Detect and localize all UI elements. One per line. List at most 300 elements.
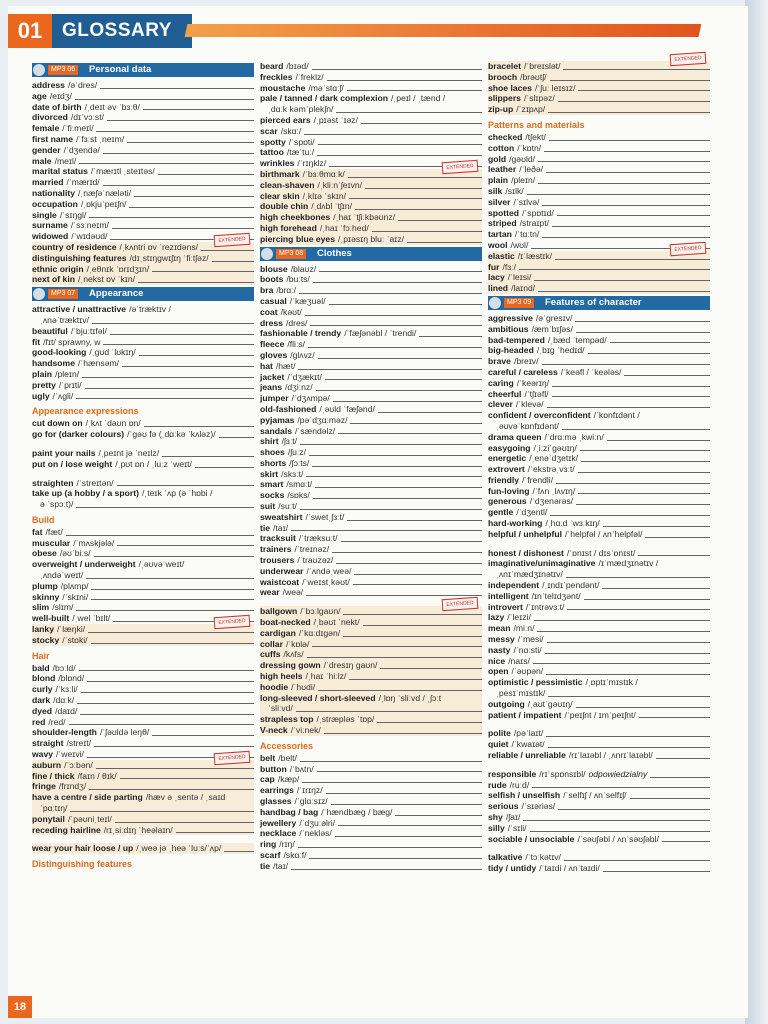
translation-line[interactable]: [650, 776, 710, 778]
cd-icon: [33, 64, 45, 76]
translation-line[interactable]: [547, 406, 710, 408]
translation-line[interactable]: [143, 108, 254, 110]
translation-line[interactable]: [94, 745, 254, 747]
entry-word: tartan: [488, 229, 512, 240]
translation-line[interactable]: [305, 314, 482, 316]
translation-line[interactable]: [310, 324, 482, 326]
translation-line[interactable]: [134, 195, 254, 197]
translation-line[interactable]: [365, 187, 482, 189]
translation-line[interactable]: [545, 652, 710, 654]
translation-line[interactable]: [291, 529, 482, 531]
translation-line[interactable]: [144, 425, 254, 427]
entry-word: moustache: [260, 82, 306, 93]
translation-line[interactable]: [419, 335, 482, 337]
entry-word: cap: [260, 774, 275, 785]
translation-line[interactable]: [331, 803, 482, 805]
translation-line[interactable]: [82, 376, 254, 378]
entry-pronunciation: /taɪ/: [273, 522, 289, 533]
glossary-entry: [32, 478, 254, 489]
translation-line[interactable]: [578, 492, 710, 494]
glossary-entry: [32, 156, 254, 167]
translation-line[interactable]: [103, 184, 254, 186]
translation-line[interactable]: [380, 667, 482, 669]
translation-line[interactable]: [534, 619, 710, 621]
mp3-track-badge[interactable]: MP3 06: [48, 65, 78, 75]
translation-line[interactable]: [333, 400, 482, 402]
translation-line[interactable]: [588, 352, 710, 354]
translation-line[interactable]: [538, 160, 710, 162]
glossary-entry: [488, 283, 710, 294]
translation-line[interactable]: [538, 182, 710, 184]
translation-line[interactable]: [307, 656, 482, 658]
translation-line[interactable]: [395, 814, 482, 816]
glossary-entry: [260, 93, 482, 104]
translation-line[interactable]: [338, 432, 482, 434]
translation-line[interactable]: [398, 219, 482, 221]
translation-line[interactable]: [546, 673, 710, 675]
translation-line[interactable]: [534, 279, 710, 281]
entry-word: shoes: [260, 447, 285, 458]
glossary-entry: [488, 780, 710, 791]
translation-line[interactable]: [312, 645, 482, 647]
translation-line[interactable]: [567, 608, 710, 610]
entry-word: rude: [488, 779, 507, 790]
section-title: Appearance: [89, 288, 144, 300]
translation-line[interactable]: [219, 436, 254, 438]
translation-line[interactable]: [299, 292, 482, 294]
translation-line[interactable]: [578, 89, 710, 91]
translation-line[interactable]: [224, 850, 254, 852]
translation-line[interactable]: [88, 631, 254, 633]
entry-pronunciation: /ˈbjuːtɪfəl/: [70, 325, 107, 336]
translation-line[interactable]: [312, 465, 482, 467]
entry-word: silly: [488, 822, 505, 833]
entry-pronunciation: /ˌaʊtˈgəʊɪŋ/: [527, 698, 573, 709]
entry-continuation: [32, 570, 254, 581]
translation-line[interactable]: [87, 680, 254, 682]
entry-pronunciation: /fliːs/: [287, 339, 306, 350]
translation-line[interactable]: [547, 641, 710, 643]
translation-line[interactable]: [624, 374, 710, 376]
translation-line[interactable]: [555, 258, 710, 260]
translation-line[interactable]: [548, 111, 710, 113]
translation-line[interactable]: [332, 551, 482, 553]
entry-pronunciation: /ˌdʌbl ˈtʃɪn/: [311, 201, 353, 212]
translation-line[interactable]: [80, 713, 254, 715]
translation-line[interactable]: [103, 152, 254, 154]
entry-word: hoodie: [260, 681, 289, 692]
entry-pronunciation: /meɪl/: [54, 155, 77, 166]
translation-line[interactable]: [530, 830, 710, 832]
translation-line[interactable]: [350, 422, 482, 424]
translation-line[interactable]: [86, 570, 254, 579]
glossary-entry: [32, 706, 254, 717]
entry-word: male: [32, 155, 52, 166]
entry-pronunciation: /ˈtʃɪəfl/: [524, 388, 549, 399]
translation-line[interactable]: [122, 365, 254, 367]
translation-line[interactable]: [662, 840, 710, 842]
translation-line[interactable]: [656, 757, 710, 759]
translation-line[interactable]: [298, 368, 482, 370]
translation-line[interactable]: [94, 555, 254, 557]
glossary-entry: [32, 684, 254, 695]
translation-line[interactable]: [127, 141, 254, 143]
translation-line[interactable]: [602, 587, 710, 589]
translation-line[interactable]: [318, 689, 482, 691]
translation-line[interactable]: [538, 290, 710, 292]
entry-word: open: [488, 666, 509, 677]
translation-line[interactable]: [66, 534, 254, 536]
translation-line[interactable]: [76, 609, 254, 611]
translation-line[interactable]: [298, 846, 482, 848]
translation-line[interactable]: [566, 569, 710, 578]
translation-line[interactable]: [327, 79, 482, 81]
entry-pronunciation: /ˈpəʊniˌteɪl/: [67, 813, 112, 824]
translation-line[interactable]: [302, 781, 482, 783]
entry-word: dyed: [32, 705, 53, 716]
translation-line[interactable]: [201, 249, 254, 251]
translation-line[interactable]: [152, 270, 254, 272]
translation-line[interactable]: [195, 466, 254, 468]
entry-word: earrings: [260, 785, 294, 796]
translation-line[interactable]: [85, 387, 254, 389]
entry-pronunciation: /ˈdʒʌmpə/: [291, 393, 330, 404]
translation-line[interactable]: [347, 519, 482, 521]
glossary-entry: [260, 234, 482, 245]
translation-line[interactable]: [581, 460, 710, 462]
entry-word: address: [32, 80, 65, 90]
translation-line[interactable]: [317, 154, 482, 156]
entry-word: skirt: [260, 468, 279, 479]
translation-line[interactable]: [92, 315, 254, 324]
translation-line[interactable]: [361, 122, 482, 124]
translation-line[interactable]: [542, 204, 710, 206]
translation-line[interactable]: [291, 868, 482, 870]
translation-line[interactable]: [549, 139, 710, 141]
entry-pronunciation: /skɑː/: [280, 125, 302, 136]
mp3-track-badge[interactable]: MP3 09: [504, 298, 534, 308]
translation-line[interactable]: [212, 260, 254, 262]
translation-line[interactable]: [546, 735, 710, 737]
entry-word: fine / thick: [32, 770, 75, 781]
entry-word: dark: [32, 695, 51, 706]
translation-line[interactable]: [316, 389, 482, 391]
entry-pronunciation: /ˈkæʒuəl/: [289, 295, 326, 306]
translation-line[interactable]: [300, 443, 482, 445]
entry-word: silk: [488, 185, 503, 196]
translation-line[interactable]: [70, 810, 254, 812]
translation-line[interactable]: [158, 173, 254, 175]
translation-line[interactable]: [645, 536, 710, 538]
translation-line[interactable]: [306, 594, 482, 596]
translation-line[interactable]: [309, 857, 482, 859]
translation-line[interactable]: [76, 499, 254, 508]
translation-line[interactable]: [353, 583, 482, 585]
translation-line[interactable]: [89, 788, 254, 790]
translation-line[interactable]: [335, 835, 482, 837]
translation-line[interactable]: [603, 870, 710, 872]
translation-line[interactable]: [306, 475, 482, 477]
translation-line[interactable]: [378, 411, 482, 413]
entry-pronunciation: /ˌnæʃəˈnæləti/: [77, 187, 131, 198]
translation-line[interactable]: [296, 710, 482, 712]
translation-line[interactable]: [562, 421, 710, 430]
column-1: [32, 61, 254, 871]
translation-line[interactable]: [576, 503, 710, 505]
entry-pronunciation: /ˈweɪvi/: [56, 749, 84, 760]
mp3-track-badge[interactable]: MP3 08: [276, 249, 306, 259]
entry-word: underwear: [260, 565, 304, 576]
entry-pronunciation: /ˈkeərɪŋ/: [516, 377, 549, 388]
glossary-entry: [260, 436, 482, 447]
glossary-entry: [488, 612, 710, 623]
entry-pronunciation: /hæt/: [275, 360, 296, 371]
translation-line[interactable]: [552, 385, 710, 387]
translation-line[interactable]: [69, 723, 254, 725]
translation-line[interactable]: [523, 819, 710, 821]
entry-pronunciation: /ˈbɜːθmɑːk/: [302, 168, 345, 179]
glossary-entry: [488, 324, 710, 335]
translation-line[interactable]: [558, 808, 710, 810]
glossary-entry: [488, 666, 710, 677]
translation-line[interactable]: [129, 206, 254, 208]
translation-line[interactable]: [533, 662, 710, 664]
entry-pronunciation: /ˈdʒuːəlri/: [299, 817, 336, 828]
subsection-title: Patterns and materials: [488, 119, 585, 130]
translation-line[interactable]: [575, 320, 710, 322]
translation-line[interactable]: [343, 613, 482, 615]
glossary-entry: [32, 304, 254, 315]
glossary-entry: [488, 443, 710, 454]
entry-word: shorts: [260, 457, 287, 468]
translation-line[interactable]: [557, 214, 710, 216]
translation-line[interactable]: [91, 588, 254, 590]
translation-line[interactable]: [75, 98, 254, 100]
entry-pronunciation: /ˈklevə/: [515, 399, 544, 410]
entry-pronunciation: /ˌəʊld ˈfæʃənd/: [319, 403, 375, 414]
entry-pronunciation: /ˈʌgli/: [52, 390, 74, 401]
translation-line[interactable]: [563, 68, 710, 70]
translation-line[interactable]: [580, 449, 710, 451]
translation-line[interactable]: [176, 831, 254, 833]
translation-line[interactable]: [610, 341, 710, 343]
translation-line[interactable]: [372, 230, 482, 232]
entry-pronunciation: /streɪt/: [66, 738, 92, 749]
translation-line[interactable]: [304, 133, 482, 135]
entry-word: clean-shaven: [260, 179, 315, 190]
entry-pronunciation-cont: ˌʌnɪˈmædʒɪnətɪv/: [496, 569, 563, 580]
translation-line[interactable]: [79, 669, 254, 671]
entry-pronunciation: /ˈmærɪd/: [66, 177, 100, 188]
translation-line[interactable]: [584, 598, 710, 600]
translation-line[interactable]: [338, 824, 482, 826]
entry-word: dress: [260, 317, 283, 328]
entry-pronunciation: /sɪlk/: [505, 185, 524, 196]
entry-word: wavy: [32, 749, 54, 760]
translation-line[interactable]: [162, 455, 254, 457]
translation-line[interactable]: [542, 236, 710, 238]
translation-line[interactable]: [548, 746, 710, 748]
translation-line[interactable]: [377, 721, 482, 723]
entry-word: old-fashioned: [260, 403, 317, 414]
glossary-entry: [260, 372, 482, 383]
entry-word: have a centre / side parting: [32, 792, 143, 803]
translation-line[interactable]: [120, 777, 254, 779]
translation-line[interactable]: [558, 100, 710, 102]
translation-line[interactable]: [81, 691, 254, 693]
glossary-entry: [488, 83, 710, 94]
entry-word: reliable / unreliable: [488, 750, 566, 761]
translation-line[interactable]: [89, 216, 254, 218]
entry-word: spotted: [488, 207, 520, 218]
extended-stamp: EXTENDED: [442, 597, 479, 611]
entry-word: curly: [32, 684, 53, 695]
entry-word: independent: [488, 580, 540, 591]
translation-line[interactable]: [103, 343, 254, 345]
entry-word: first name: [32, 133, 74, 144]
translation-line[interactable]: [519, 268, 710, 270]
translation-line[interactable]: [630, 797, 710, 799]
translation-line[interactable]: [355, 208, 482, 210]
translation-line[interactable]: [527, 193, 710, 195]
glossary-entry: [260, 83, 482, 94]
translation-line[interactable]: [100, 87, 254, 89]
glossary-entry: [488, 186, 710, 197]
translation-line[interactable]: [550, 514, 710, 516]
translation-line[interactable]: [138, 281, 254, 283]
translation-line[interactable]: [564, 859, 710, 861]
translation-line[interactable]: [312, 68, 482, 70]
translation-line[interactable]: [79, 162, 254, 164]
translation-line[interactable]: [319, 270, 482, 272]
translation-line[interactable]: [349, 678, 482, 680]
translation-line[interactable]: [318, 357, 482, 359]
translation-line[interactable]: [537, 630, 710, 632]
translation-line[interactable]: [343, 635, 482, 637]
translation-line[interactable]: [329, 303, 483, 305]
translation-line[interactable]: [542, 363, 711, 365]
translation-line[interactable]: [96, 767, 254, 769]
translation-line[interactable]: [347, 89, 482, 91]
translation-line[interactable]: [139, 354, 254, 356]
entry-pronunciation: /ˈdresɪŋ gaʊn/: [323, 660, 378, 671]
translation-line[interactable]: [363, 624, 482, 626]
translation-line[interactable]: [77, 702, 254, 704]
translation-line[interactable]: [318, 143, 482, 145]
translation-line[interactable]: [308, 346, 482, 348]
entry-word: married: [32, 177, 64, 188]
entry-word: clever: [488, 399, 513, 410]
glossary-entry: [260, 382, 482, 393]
translation-line[interactable]: [325, 378, 482, 380]
translation-line[interactable]: [546, 171, 710, 173]
translation-line[interactable]: [313, 497, 482, 499]
translation-line[interactable]: [348, 176, 482, 178]
translation-line[interactable]: [315, 486, 482, 488]
entry-pronunciation: /ˈtaɪdi / ʌnˈtaɪdi/: [539, 863, 600, 874]
translation-line[interactable]: [552, 395, 710, 397]
translation-line[interactable]: [638, 554, 710, 556]
entry-pronunciation: /ˈsɜːneɪm/: [70, 220, 109, 231]
glossary-entry: [488, 272, 710, 283]
entry-word: gold: [488, 153, 507, 164]
glossary-entry: [488, 313, 710, 324]
translation-line[interactable]: [324, 732, 482, 734]
translation-line[interactable]: [313, 281, 482, 283]
translation-line[interactable]: [407, 241, 482, 243]
translation-line[interactable]: [300, 508, 482, 510]
translation-line[interactable]: [354, 573, 482, 575]
translation-line[interactable]: [96, 130, 254, 132]
entry-pronunciation: /ˈbʌtn/: [289, 763, 314, 774]
translation-line[interactable]: [639, 716, 710, 718]
translation-line[interactable]: [544, 150, 710, 152]
translation-line[interactable]: [115, 821, 254, 823]
entry-word: dressing gown: [260, 660, 321, 671]
translation-line[interactable]: [112, 227, 254, 229]
entry-pronunciation: /ˌpeɪl / ˌtænd /: [390, 93, 446, 104]
entry-word: checked: [488, 131, 523, 142]
entry-word: tracksuit: [260, 533, 296, 544]
translation-line[interactable]: [336, 104, 482, 113]
translation-line[interactable]: [91, 642, 254, 644]
entry-pronunciation: /ˌnekst ɒv ˈkɪn/: [77, 274, 136, 285]
entry-pronunciation: /bɪəd/: [286, 61, 309, 71]
entry-word: shoe laces: [488, 82, 532, 93]
translation-line[interactable]: [152, 734, 254, 736]
translation-line[interactable]: [552, 225, 710, 227]
translation-line[interactable]: [110, 333, 254, 335]
translation-line[interactable]: [576, 706, 710, 708]
entry-pronunciation: /ˈtɑːtn/: [514, 229, 540, 240]
translation-line[interactable]: [76, 397, 254, 399]
entry-word: auburn: [32, 759, 62, 770]
entry-pronunciation: /bɔːld/: [52, 662, 76, 673]
translation-line[interactable]: [91, 598, 254, 600]
translation-line[interactable]: [556, 482, 710, 484]
entry-word: tie: [260, 860, 271, 871]
translation-line[interactable]: [117, 544, 254, 546]
translation-line[interactable]: [603, 525, 710, 527]
translation-line[interactable]: [576, 331, 710, 333]
translation-line[interactable]: [317, 770, 482, 772]
translation-line[interactable]: [607, 439, 710, 441]
translation-line[interactable]: [336, 562, 482, 564]
translation-line[interactable]: [548, 688, 710, 697]
glossary-entry: [488, 475, 710, 486]
entry-pronunciation: /faɪn / θɪk/: [77, 770, 117, 781]
translation-line[interactable]: [341, 540, 482, 542]
translation-line[interactable]: [532, 786, 710, 788]
translation-line[interactable]: [309, 454, 482, 456]
translation-line[interactable]: [550, 79, 710, 81]
entry-pronunciation: /ˈprɪti/: [58, 379, 82, 390]
mp3-track-badge[interactable]: MP3 07: [48, 289, 78, 299]
entry-word: receding hairline: [32, 824, 101, 835]
entry-pronunciation: /ˈɪrɪŋz/: [296, 785, 323, 796]
entry-word: jumper: [260, 393, 289, 404]
translation-line[interactable]: [578, 471, 710, 473]
translation-line[interactable]: [326, 792, 482, 794]
entry-pronunciation-cont: ˌʌnəˈtræktɪv/: [40, 314, 89, 325]
translation-line[interactable]: [107, 119, 254, 121]
entry-word: hat: [260, 360, 273, 371]
spacer: [488, 761, 710, 769]
translation-line[interactable]: [300, 760, 482, 762]
section-title: Features of character: [545, 296, 642, 308]
translation-line[interactable]: [117, 484, 254, 486]
translation-line[interactable]: [349, 197, 482, 199]
